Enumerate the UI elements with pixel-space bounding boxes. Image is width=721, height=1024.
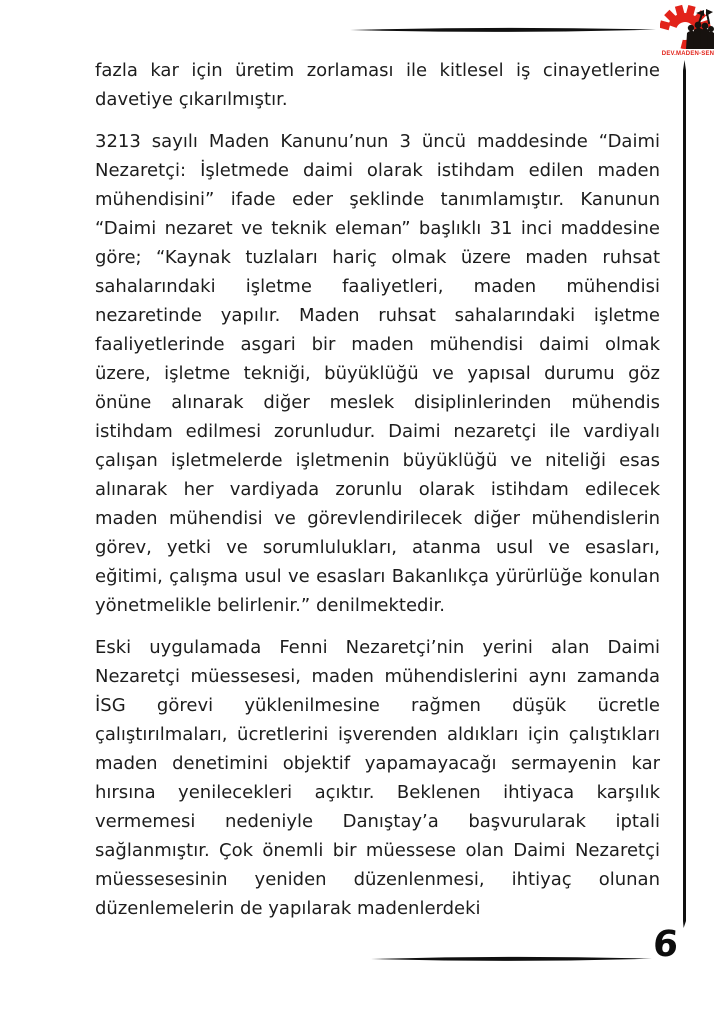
body-text <box>95 56 660 936</box>
footer-rule <box>369 955 654 963</box>
union-logo-label: DEV.MADEN-SEN <box>661 51 715 57</box>
paragraph-2: 3213 sayılı Maden Kanunu’nun 3 üncü maddesinde “Daimi Nezaretçi: İşletmede daimi olarak istihdam edilen maden mühendisini” ifade eder şeklinde tanımlamıştır. Kanunun “Daimi nezaret ve teknik eleman” başlıklı 31 inci maddesine göre; “Kaynak tuzlaları hariç olmak üzere maden ruhsat sahalarındaki işletme faaliyetleri, maden mühendisi nezaretinde yapılır. Maden ruhsat sahalarındaki işletme faaliyetlerinde asgari bir maden mühendisi daimi olmak üzere, işletme tekniği, büyüklüğü ve yapısal durumu göz önüne alınarak diğer meslek disiplinlerinden mühendis istihdam edilmesi zorunludur. Daimi nezaretçi ile vardiyalı çalışan işletmelerde işletmenin büyüklüğü ve niteliği esas alınarak her vardiyada zorunlu olarak istihdam edilecek maden mühendisi ve görevlendirilecek diğer mühendislerin görev, yetki ve sorumlulukları, atanma usul ve esasları, eğitimi, çalışma usul ve esasları Bakanlıkça yürürlüğe konulan yönetmelikle belirlenir.” denilmektedir. <box>95 131 660 616</box>
header-rule <box>348 26 658 34</box>
paragraph-1: fazla kar için üretim zorlaması ile kitlesel iş cinayetlerine davetiye çıkarılmıştır. <box>95 60 660 110</box>
page-number: 6 <box>651 924 680 965</box>
gear-workers-icon <box>660 4 716 50</box>
union-logo <box>660 4 716 57</box>
paragraph-3: Eski uygulamada Fenni Nezaretçi’nin yerini alan Daimi Nezaretçi müessesesi, maden mühendislerini aynı zamanda İSG görevi yüklenilmesine rağmen düşük ücretle çalıştırılmaları, ücretlerini işverenden aldıkları için çalıştıkları maden denetimini objektif yapamayacağı sermayenin kar hırsına yenilecekleri açıktır. Beklenen ihtiyaca karşılık vermemesi nedeniyle Danıştay’a başvurularak iptali sağlanmıştır. Çok önemli bir müessese olan Daimi Nezaretçi müessesesinin yeniden düzenlenmesi, ihtiyaç olunan düzenlemelerin de yapılarak madenlerdeki <box>95 637 660 919</box>
right-vertical-rule <box>683 60 686 928</box>
